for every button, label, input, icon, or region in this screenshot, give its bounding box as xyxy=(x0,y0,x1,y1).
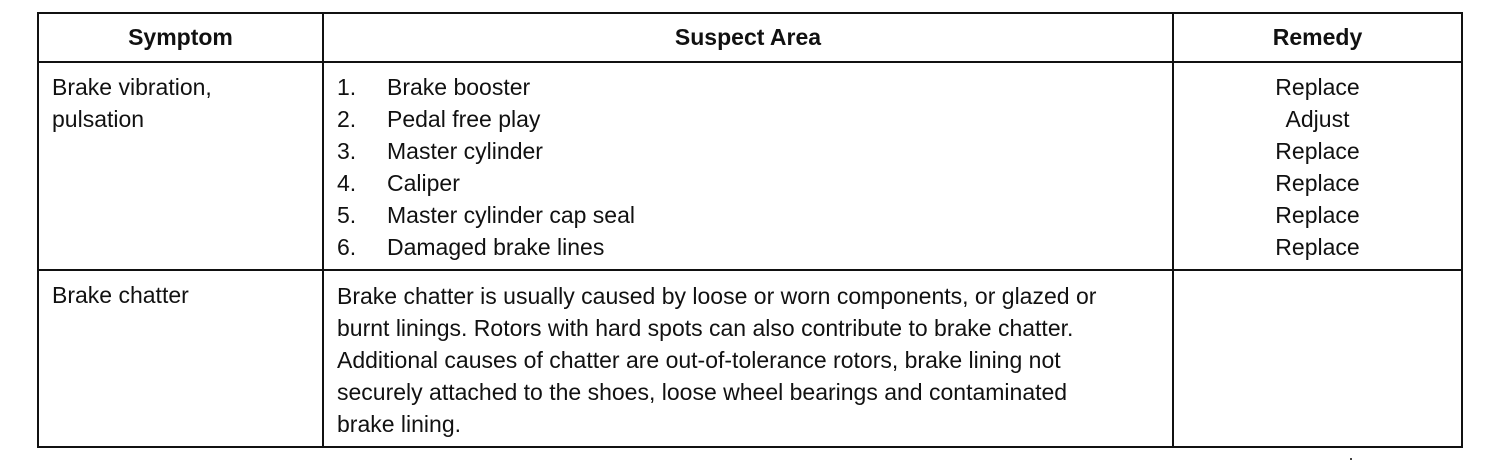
suspect-area-cell xyxy=(323,270,1173,447)
item-text: Caliper xyxy=(387,170,460,196)
header-symptom: Symptom xyxy=(38,13,323,62)
item-number: 5. xyxy=(337,202,357,228)
symptom-text: pulsation xyxy=(52,106,145,132)
remedy-cell xyxy=(1173,270,1462,447)
item-text: Brake booster xyxy=(387,74,531,100)
remedy-cell xyxy=(1173,62,1462,270)
item-number: 6. xyxy=(337,234,357,260)
diagnosis-table xyxy=(37,12,1463,448)
table-row xyxy=(38,62,1462,270)
list-item xyxy=(337,135,1160,167)
header-remedy: Remedy xyxy=(1173,13,1462,62)
item-text: Master cylinder xyxy=(387,138,543,164)
item-text: Pedal free play xyxy=(387,106,541,132)
suspect-area-cell xyxy=(323,62,1173,270)
remedy-text: Replace xyxy=(1275,234,1360,260)
symptom-cell xyxy=(38,62,323,270)
item-number: 4. xyxy=(337,170,357,196)
item-number: 1. xyxy=(337,74,357,100)
item-number: 3. xyxy=(337,138,357,164)
symptom-text: Brake vibration, xyxy=(52,74,212,100)
list-item xyxy=(337,199,1160,231)
remedy-text: Replace xyxy=(1275,170,1360,196)
item-text: Damaged brake lines xyxy=(387,234,605,260)
header-suspect-area: Suspect Area xyxy=(323,13,1173,62)
remedy-text: Replace xyxy=(1275,202,1360,228)
description-text: Brake chatter is usually caused by loose or worn components, or glazed or burnt linings. Rotors with hard spots can also contribute to brake chatter. Additional causes of chatter are out-of-tolerance rotors, brake lining not securely attached to the shoes, loose wheel bearings and contaminated brake lining. xyxy=(337,283,1097,437)
remedy-text: Replace xyxy=(1275,138,1360,164)
table-header-row xyxy=(38,13,1462,62)
list-item xyxy=(337,231,1160,263)
list-item xyxy=(337,71,1160,103)
item-number: 2. xyxy=(337,106,357,132)
item-text: Master cylinder cap seal xyxy=(387,202,635,228)
table-row xyxy=(38,270,1462,447)
remedy-text: Adjust xyxy=(1285,106,1350,132)
remedy-text: Replace xyxy=(1275,74,1360,100)
scan-speck xyxy=(1350,458,1352,460)
symptom-cell xyxy=(38,270,323,447)
list-item xyxy=(337,167,1160,199)
symptom-text: Brake chatter xyxy=(52,282,189,308)
list-item xyxy=(337,103,1160,135)
